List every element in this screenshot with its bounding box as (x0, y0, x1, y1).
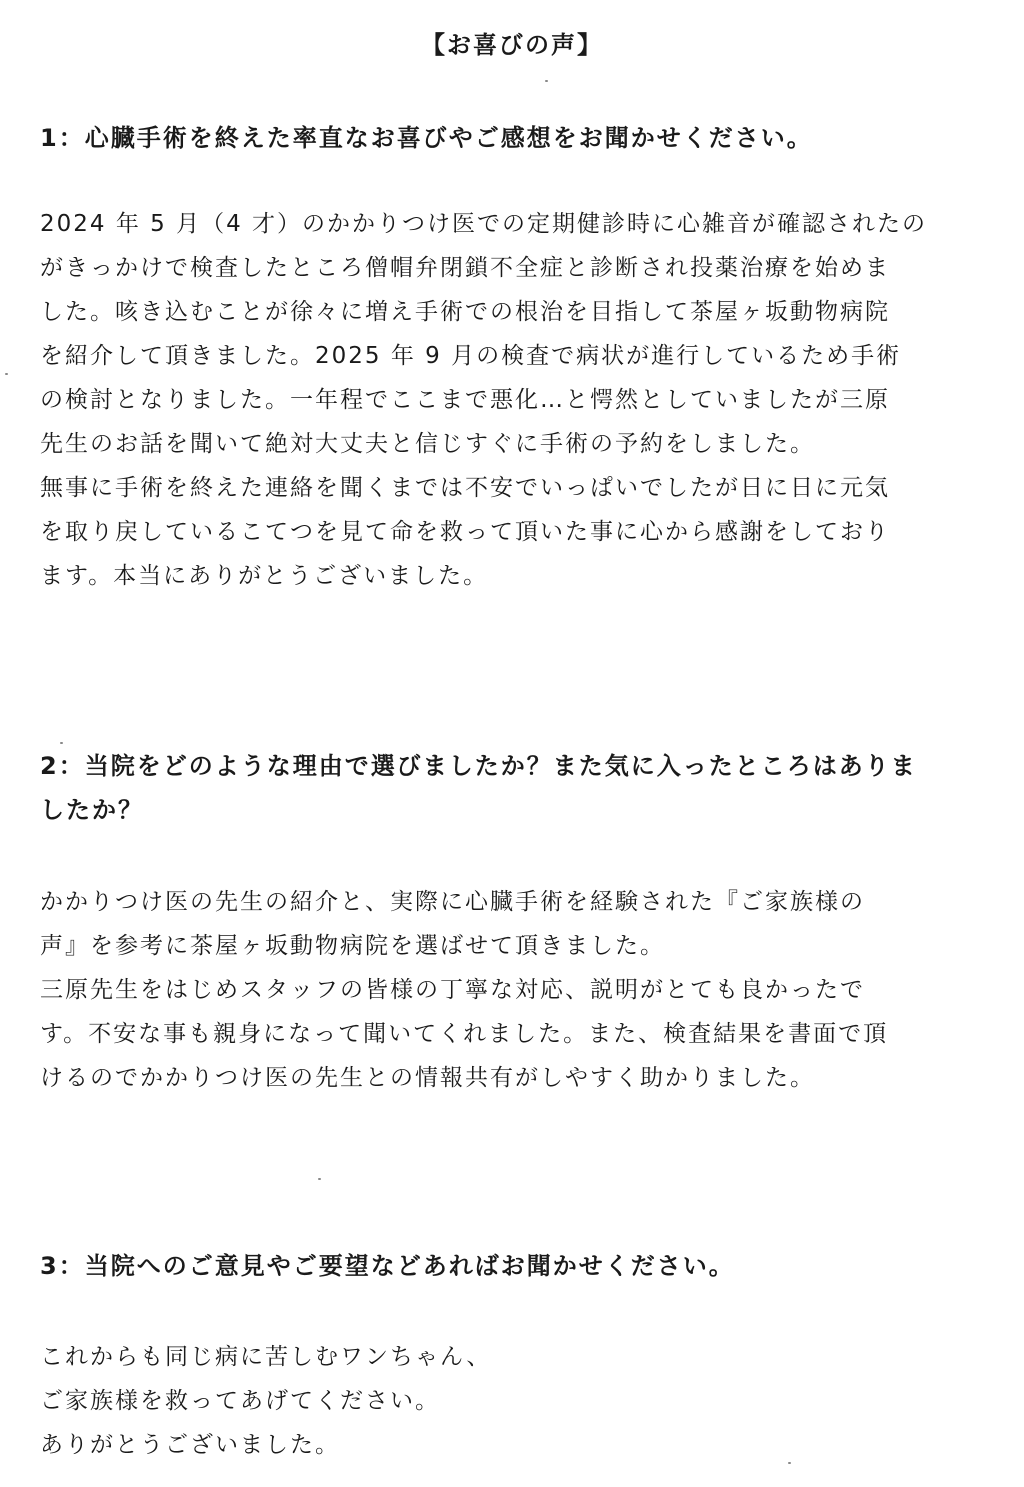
scan-speck (318, 1178, 321, 1180)
answer-1-line: 無事に手術を終えた連絡を聞くまでは不安でいっぱいでしたが日に日に元気 (40, 475, 890, 501)
answer-2-line: かかりつけ医の先生の紹介と、実際に心臓手術を経験された『ご家族様の (40, 889, 865, 915)
question-3: 3：当院へのご意見やご要望などあればお聞かせください。 (40, 1252, 735, 1280)
answer-2-line: 三原先生をはじめスタッフの皆様の丁寧な対応、説明がとても良かったで (40, 977, 865, 1003)
answer-2-line: 声』を参考に茶屋ヶ坂動物病院を選ばせて頂きました。 (40, 933, 665, 959)
question-1: 1：心臓手術を終えた率直なお喜びやご感想をお聞かせください。 (40, 124, 813, 152)
answer-3-line: これからも同じ病に苦しむワンちゃん、 (40, 1344, 492, 1370)
answer-1-line: 2024 年 5 月（4 才）のかかりつけ医での定期健診時に心雑音が確認されたの (40, 211, 928, 237)
answer-3 (40, 1335, 990, 1467)
answer-1 (40, 202, 990, 598)
answer-2-line: けるのでかかりつけ医の先生との情報共有がしやすく助かりました。 (40, 1065, 815, 1091)
answer-1-line: の検討となりました。一年程でここまで悪化…と愕然としていましたが三原 (40, 387, 890, 413)
scan-speck (788, 1462, 791, 1464)
answer-1-line: を紹介して頂きました。2025 年 9 月の検査で病状が進行しているため手術 (40, 343, 902, 369)
question-2-line: したか？ (40, 796, 144, 824)
question-2-line: 2：当院をどのような理由で選びましたか？また気に入ったところはありま (40, 752, 917, 780)
answer-1-line: した。咳き込むことが徐々に増え手術での根治を目指して茶屋ヶ坂動物病院 (40, 299, 890, 325)
answer-1-line: がきっかけで検査したところ僧帽弁閉鎖不全症と診断され投薬治療を始めま (40, 255, 890, 281)
answer-3-line: ありがとうございました。 (40, 1432, 340, 1458)
answer-2-line: す。不安な事も親身になって聞いてくれました。また、検査結果を書面で頂 (40, 1021, 889, 1047)
answer-1-line: 先生のお話を聞いて絶対大丈夫と信じすぐに手術の予約をしました。 (40, 431, 815, 457)
scan-speck (60, 742, 63, 744)
scan-speck (545, 80, 548, 82)
answer-1-line: ます。本当にありがとうございました。 (40, 563, 489, 589)
document-title: 【お喜びの声】 (421, 31, 603, 59)
answer-3-line: ご家族様を救ってあげてください。 (40, 1388, 440, 1414)
scan-speck (5, 373, 8, 375)
answer-1-line: を取り戻しているこてつを見て命を救って頂いた事に心から感謝をしており (40, 519, 890, 545)
answer-2 (40, 880, 990, 1100)
question-2 (40, 744, 990, 832)
